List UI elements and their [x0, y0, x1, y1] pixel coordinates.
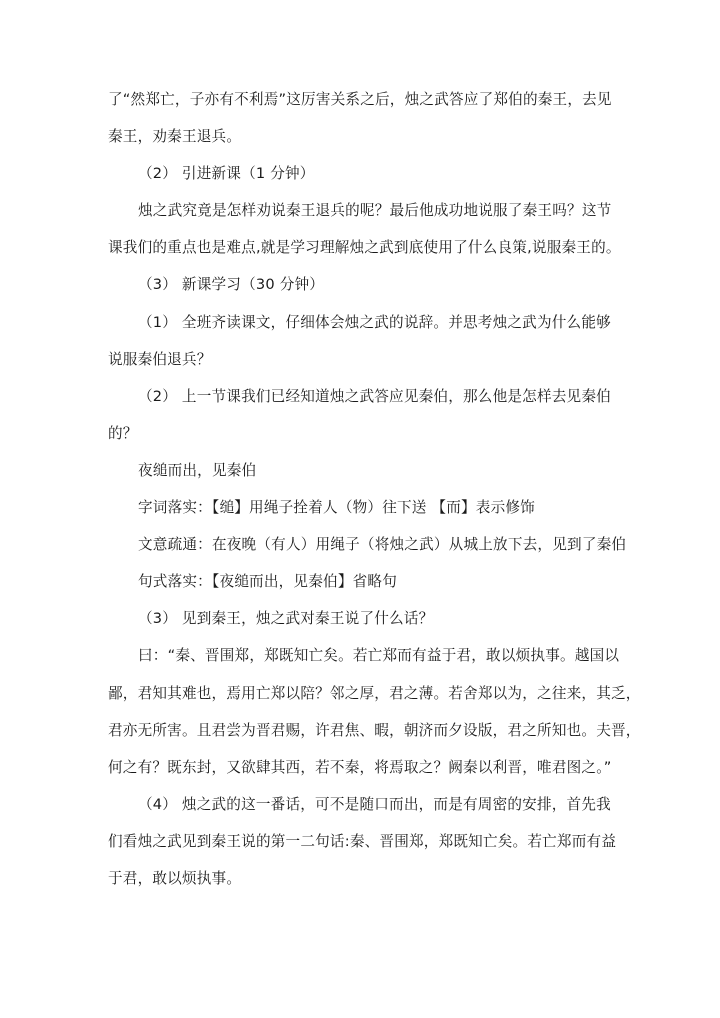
text-line: 曰：“秦、晋围郑，郑既知亡矣。若亡郑而有益于君，敢以烦执事。越国以 [138, 647, 620, 665]
text-line: 夜缒而出，见秦伯 [138, 461, 257, 479]
text-line: （1） 全班齐读课文，仔细体会烛之武的说辞。并思考烛之武为什么能够 [138, 313, 611, 331]
text-line: 文意疏通：在夜晚（有人）用绳子（将烛之武）从城上放下去，见到了秦伯 [138, 536, 627, 554]
text-line: 鄙，君知其难也，焉用亡郑以陪？邻之厚，君之薄。若舍郑以为，之往来，其乏， [108, 684, 641, 702]
text-line: 字词落实：【缒】用绳子拴着人（物）往下送 【而】表示修饰 [138, 499, 535, 517]
text-line: 秦王，劝秦王退兵。 [108, 128, 242, 146]
text-line: 的？ [108, 424, 138, 442]
text-line: 君亦无所害。且君尝为晋君赐，许君焦、暇，朝济而夕设版，君之所知也。夫晋， [108, 721, 641, 739]
text-line: （2） 上一节课我们已经知道烛之武答应见秦伯，那么他是怎样去见秦伯 [138, 387, 611, 405]
section-heading-new-lesson: （3） 新课学习（30 分钟） [138, 276, 325, 294]
text-line: （3） 见到秦王，烛之武对秦王说了什么话？ [138, 610, 434, 628]
text-line: 于君，敢以烦执事。 [108, 869, 242, 887]
text-line: 何之有？既东封，又欲肆其西，若不秦，将焉取之？阙秦以利晋，唯君图之。” [108, 758, 612, 776]
document-page [108, 90, 641, 906]
text-line: 句式落实：【夜缒而出，见秦伯】省略句 [138, 573, 397, 591]
section-heading-intro: （2） 引进新课（1 分钟） [138, 165, 315, 183]
text-line: 说服秦伯退兵？ [108, 350, 212, 368]
text-line: 们看烛之武见到秦王说的第一二句话:秦、晋围郑，郑既知亡矣。若亡郑而有益 [108, 832, 617, 850]
text-line: 课我们的重点也是难点,就是学习理解烛之武到底使用了什么良策,说服秦王的。 [108, 239, 621, 257]
text-line: 烛之武究竟是怎样劝说秦王退兵的呢？最后他成功地说服了秦王吗？这节 [138, 202, 612, 220]
text-line: 了“然郑亡，子亦有不利焉”这厉害关系之后，烛之武答应了郑伯的秦王，去见 [108, 91, 612, 108]
text-line: （4） 烛之武的这一番话，可不是随口而出，而是有周密的安排，首先我 [138, 795, 611, 813]
